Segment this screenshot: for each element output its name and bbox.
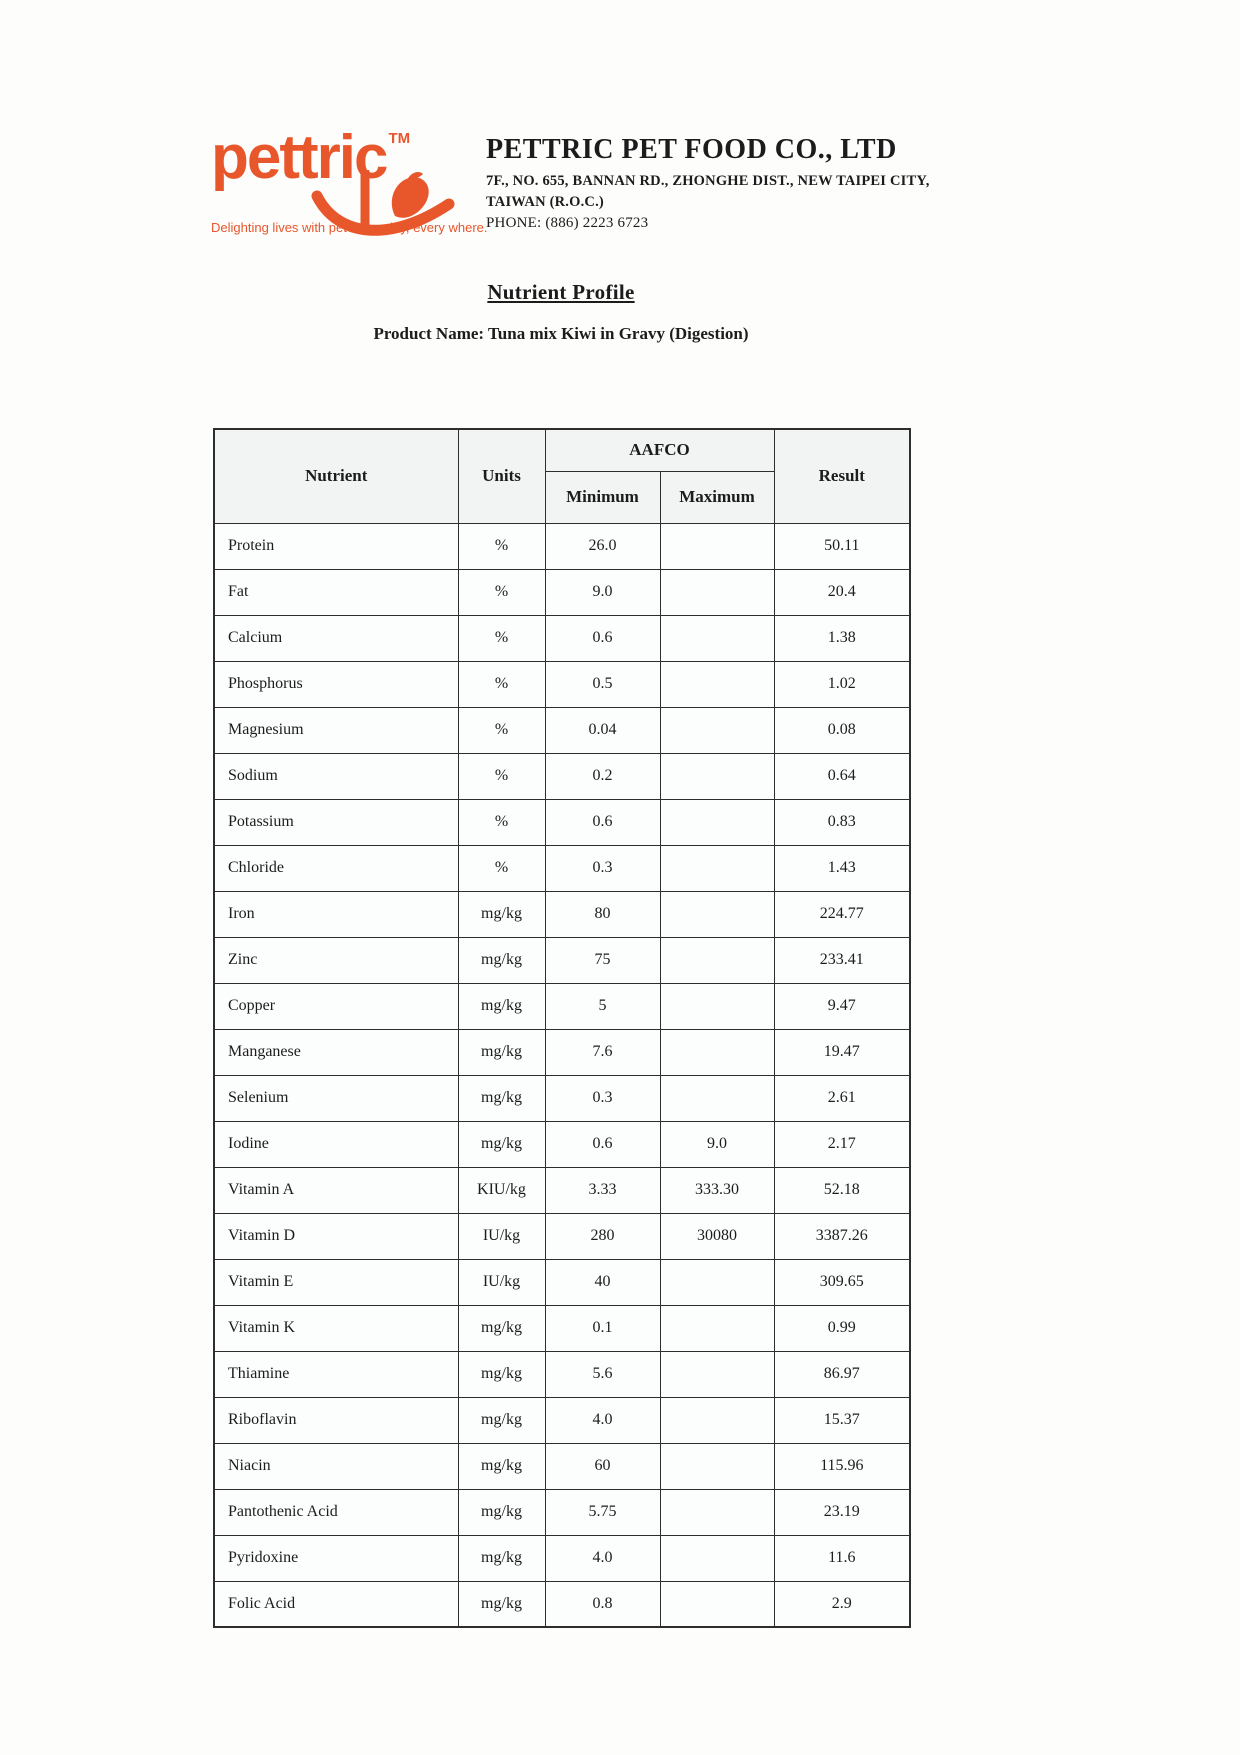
cell-nutrient: Magnesium <box>214 707 458 753</box>
table-row <box>214 891 910 937</box>
cell-result: 233.41 <box>774 937 910 983</box>
cell-maximum <box>660 799 774 845</box>
cell-minimum: 40 <box>545 1259 660 1305</box>
cell-result: 86.97 <box>774 1351 910 1397</box>
cell-result: 224.77 <box>774 891 910 937</box>
cell-units: KIU/kg <box>458 1167 545 1213</box>
cell-units: % <box>458 845 545 891</box>
cell-result: 2.17 <box>774 1121 910 1167</box>
page-title: Nutrient Profile <box>487 280 635 304</box>
column-header-minimum: Minimum <box>545 471 660 523</box>
product-name: Product Name: Tuna mix Kiwi in Gravy (Digestion) <box>373 324 749 343</box>
cell-maximum <box>660 1535 774 1581</box>
cell-maximum <box>660 1075 774 1121</box>
cell-minimum: 0.3 <box>545 845 660 891</box>
logo-tagline: Delighting lives with pet every day, every where. <box>211 220 488 235</box>
company-phone: PHONE: (886) 2223 6723 <box>486 215 649 231</box>
cell-result: 1.43 <box>774 845 910 891</box>
cell-maximum <box>660 1489 774 1535</box>
company-logo <box>211 122 488 235</box>
cell-units: % <box>458 523 545 569</box>
table-row <box>214 1443 910 1489</box>
cell-minimum: 26.0 <box>545 523 660 569</box>
cell-units: mg/kg <box>458 1305 545 1351</box>
table-row <box>214 615 910 661</box>
cell-nutrient: Copper <box>214 983 458 1029</box>
cell-result: 0.64 <box>774 753 910 799</box>
cell-nutrient: Manganese <box>214 1029 458 1075</box>
cell-minimum: 5.75 <box>545 1489 660 1535</box>
cell-units: % <box>458 753 545 799</box>
cell-result: 0.83 <box>774 799 910 845</box>
cell-nutrient: Folic Acid <box>214 1581 458 1627</box>
cell-maximum <box>660 891 774 937</box>
cell-maximum <box>660 523 774 569</box>
cell-minimum: 280 <box>545 1213 660 1259</box>
cell-nutrient: Vitamin D <box>214 1213 458 1259</box>
cell-units: mg/kg <box>458 1121 545 1167</box>
cell-minimum: 80 <box>545 891 660 937</box>
cell-minimum: 0.04 <box>545 707 660 753</box>
cell-maximum <box>660 1397 774 1443</box>
table-row <box>214 1397 910 1443</box>
cell-nutrient: Chloride <box>214 845 458 891</box>
cell-units: mg/kg <box>458 983 545 1029</box>
cell-result: 2.9 <box>774 1581 910 1627</box>
cell-result: 0.99 <box>774 1305 910 1351</box>
cell-units: mg/kg <box>458 937 545 983</box>
cell-result: 50.11 <box>774 523 910 569</box>
cell-units: % <box>458 799 545 845</box>
table-row <box>214 1305 910 1351</box>
cell-units: mg/kg <box>458 1535 545 1581</box>
cell-result: 15.37 <box>774 1397 910 1443</box>
cell-units: mg/kg <box>458 1351 545 1397</box>
cell-result: 309.65 <box>774 1259 910 1305</box>
table-row <box>214 523 910 569</box>
cell-nutrient: Selenium <box>214 1075 458 1121</box>
cell-minimum: 7.6 <box>545 1029 660 1075</box>
cell-maximum <box>660 845 774 891</box>
cell-maximum <box>660 1305 774 1351</box>
table-row <box>214 845 910 891</box>
company-name: PETTRIC PET FOOD CO., LTD <box>486 134 897 165</box>
cell-minimum: 0.6 <box>545 799 660 845</box>
company-address-line2: TAIWAN (R.O.C.) <box>486 194 604 210</box>
cell-units: mg/kg <box>458 1029 545 1075</box>
cell-result: 52.18 <box>774 1167 910 1213</box>
cell-maximum <box>660 983 774 1029</box>
table-row <box>214 1029 910 1075</box>
table-row <box>214 983 910 1029</box>
cell-nutrient: Pantothenic Acid <box>214 1489 458 1535</box>
cell-nutrient: Thiamine <box>214 1351 458 1397</box>
cell-maximum <box>660 1581 774 1627</box>
cell-nutrient: Pyridoxine <box>214 1535 458 1581</box>
cell-result: 19.47 <box>774 1029 910 1075</box>
cell-minimum: 0.6 <box>545 1121 660 1167</box>
cell-minimum: 5.6 <box>545 1351 660 1397</box>
cell-minimum: 9.0 <box>545 569 660 615</box>
cell-minimum: 4.0 <box>545 1535 660 1581</box>
cell-units: mg/kg <box>458 1443 545 1489</box>
table-row <box>214 937 910 983</box>
cell-minimum: 0.2 <box>545 753 660 799</box>
cell-maximum <box>660 661 774 707</box>
table-row <box>214 1489 910 1535</box>
cell-units: IU/kg <box>458 1259 545 1305</box>
cell-maximum <box>660 1259 774 1305</box>
document-title-wrap <box>213 280 909 305</box>
cell-result: 20.4 <box>774 569 910 615</box>
cell-units: mg/kg <box>458 1397 545 1443</box>
cell-units: IU/kg <box>458 1213 545 1259</box>
cell-units: % <box>458 661 545 707</box>
cell-result: 0.08 <box>774 707 910 753</box>
table-header-row-1 <box>214 429 910 471</box>
cell-nutrient: Iodine <box>214 1121 458 1167</box>
cell-minimum: 0.8 <box>545 1581 660 1627</box>
cell-units: % <box>458 707 545 753</box>
cell-nutrient: Riboflavin <box>214 1397 458 1443</box>
cell-result: 3387.26 <box>774 1213 910 1259</box>
cell-minimum: 3.33 <box>545 1167 660 1213</box>
cell-minimum: 4.0 <box>545 1397 660 1443</box>
pet-swoosh-icon <box>303 170 463 256</box>
cell-minimum: 0.3 <box>545 1075 660 1121</box>
nutrient-table-body <box>214 523 910 1627</box>
cell-units: mg/kg <box>458 1489 545 1535</box>
product-name-wrap <box>163 324 959 344</box>
table-row <box>214 799 910 845</box>
cell-minimum: 60 <box>545 1443 660 1489</box>
column-header-result: Result <box>774 429 910 523</box>
cell-minimum: 75 <box>545 937 660 983</box>
column-header-aafco: AAFCO <box>545 429 774 471</box>
cell-units: mg/kg <box>458 1581 545 1627</box>
cell-maximum: 333.30 <box>660 1167 774 1213</box>
trademark-symbol: TM <box>388 130 411 147</box>
cell-nutrient: Protein <box>214 523 458 569</box>
cell-nutrient: Vitamin K <box>214 1305 458 1351</box>
table-row <box>214 1351 910 1397</box>
cell-nutrient: Zinc <box>214 937 458 983</box>
cell-result: 2.61 <box>774 1075 910 1121</box>
cell-result: 115.96 <box>774 1443 910 1489</box>
cell-minimum: 0.5 <box>545 661 660 707</box>
table-row <box>214 661 910 707</box>
cell-result: 1.38 <box>774 615 910 661</box>
table-row <box>214 1259 910 1305</box>
cell-nutrient: Phosphorus <box>214 661 458 707</box>
cell-maximum <box>660 937 774 983</box>
logo-wordmark: pettric <box>211 123 387 192</box>
cell-result: 9.47 <box>774 983 910 1029</box>
cell-nutrient: Vitamin E <box>214 1259 458 1305</box>
cell-minimum: 0.6 <box>545 615 660 661</box>
company-address-line1: 7F., NO. 655, BANNAN RD., ZHONGHE DIST., NEW TAIPEI CITY, <box>486 173 930 189</box>
table-row <box>214 569 910 615</box>
logo-wordmark-row <box>211 122 477 206</box>
company-info <box>486 134 1046 234</box>
cell-nutrient: Vitamin A <box>214 1167 458 1213</box>
cell-result: 1.02 <box>774 661 910 707</box>
cell-result: 11.6 <box>774 1535 910 1581</box>
cell-units: % <box>458 569 545 615</box>
cell-maximum <box>660 569 774 615</box>
table-row <box>214 707 910 753</box>
cell-nutrient: Iron <box>214 891 458 937</box>
table-row <box>214 1121 910 1167</box>
cell-maximum: 30080 <box>660 1213 774 1259</box>
column-header-units: Units <box>458 429 545 523</box>
cell-maximum: 9.0 <box>660 1121 774 1167</box>
column-header-maximum: Maximum <box>660 471 774 523</box>
cell-units: mg/kg <box>458 891 545 937</box>
cell-minimum: 5 <box>545 983 660 1029</box>
table-row <box>214 1535 910 1581</box>
cell-maximum <box>660 1443 774 1489</box>
table-row <box>214 1213 910 1259</box>
cell-maximum <box>660 753 774 799</box>
table-row <box>214 1581 910 1627</box>
nutrient-profile-table <box>213 428 911 1628</box>
cell-maximum <box>660 615 774 661</box>
cell-maximum <box>660 1351 774 1397</box>
cell-units: mg/kg <box>458 1075 545 1121</box>
cell-nutrient: Fat <box>214 569 458 615</box>
cell-maximum <box>660 707 774 753</box>
cell-nutrient: Niacin <box>214 1443 458 1489</box>
cell-result: 23.19 <box>774 1489 910 1535</box>
cell-nutrient: Calcium <box>214 615 458 661</box>
table-row <box>214 1075 910 1121</box>
table-row <box>214 753 910 799</box>
cell-minimum: 0.1 <box>545 1305 660 1351</box>
cell-maximum <box>660 1029 774 1075</box>
column-header-nutrient: Nutrient <box>214 429 458 523</box>
cell-nutrient: Potassium <box>214 799 458 845</box>
table-row <box>214 1167 910 1213</box>
cell-nutrient: Sodium <box>214 753 458 799</box>
cell-units: % <box>458 615 545 661</box>
